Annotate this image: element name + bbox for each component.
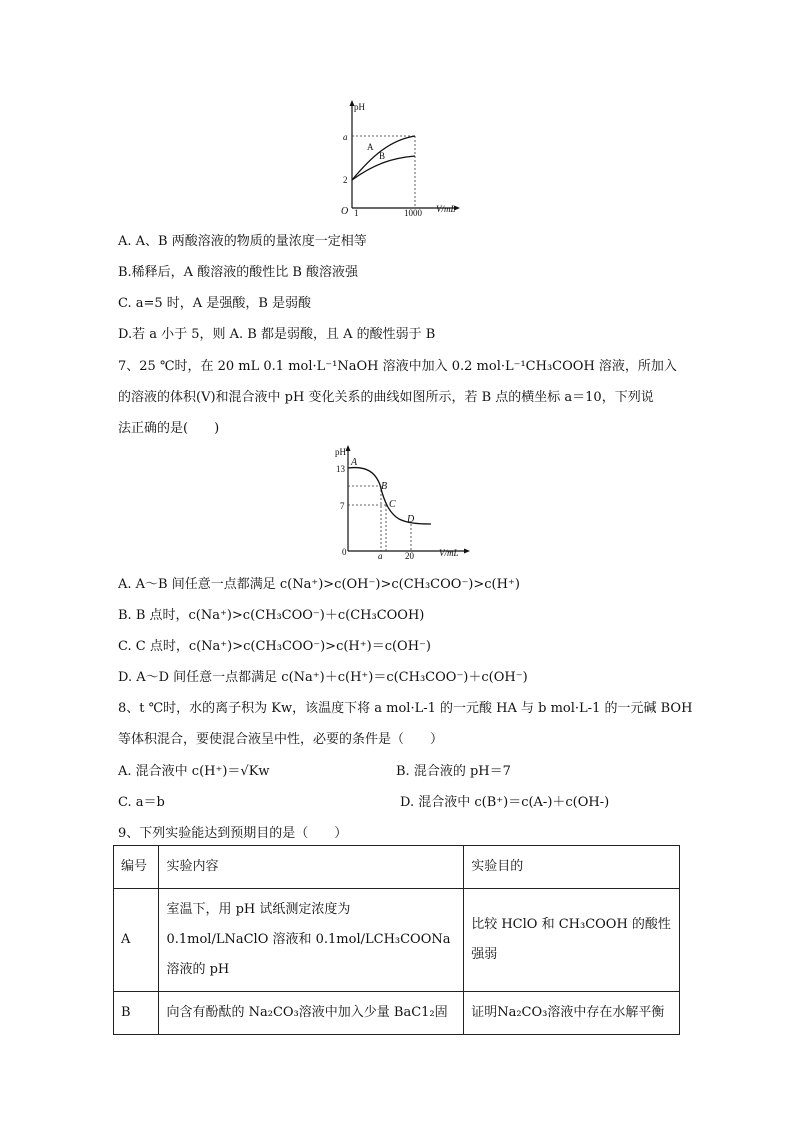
q7-option-c: C. C 点时，c(Na⁺)>c(CH₃COO⁻)>c(H⁺)＝c(OH⁻): [118, 639, 431, 654]
dilution-figure: [332, 98, 462, 216]
q7-stem-line1: 7、25 ℃时，在 20 mL 0.1 mol·L⁻¹NaOH 溶液中加入 0.2 mol·L⁻¹CH₃COOH 溶液，所加入: [118, 359, 677, 374]
q7-option-a: A. A～B 间任意一点都满足 c(Na⁺)>c(OH⁻)>c(CH₃COO⁻)>c(H⁺): [118, 577, 520, 592]
q8-stem-line2: 等体积混合，要使混合液呈中性，必要的条件是（ ）: [118, 732, 444, 747]
fig1-tick-1: 1: [354, 208, 359, 216]
fig2-curve: [348, 468, 431, 524]
table-header-row: [114, 846, 680, 889]
row-a-id: A: [114, 889, 159, 992]
fig2-point-c: C: [389, 499, 396, 510]
fig1-x-label: V/mL: [436, 204, 456, 214]
table-row: [114, 992, 680, 1035]
fig2-tick-20: 20: [405, 551, 414, 561]
table-row: [114, 889, 680, 992]
q8-option-d: D. 混合液中 c(B⁺)＝c(A-)＋c(OH-): [400, 795, 610, 810]
fig2-point-b: B: [381, 481, 388, 492]
row-a-content: 室温下，用 pH 试纸测定浓度为 0.1mol/LNaClO 溶液和 0.1mol/LCH₃COONa 溶液的 pH: [159, 889, 464, 992]
titration-figure: [333, 443, 473, 561]
q7-option-b: B. B 点时，c(Na⁺)>c(CH₃COO⁻)＋c(CH₃COOH): [118, 608, 425, 623]
header-id: 编号: [114, 846, 159, 889]
fig1-tick-2: 2: [343, 175, 348, 185]
q6-option-a: A. A、B 两酸溶液的物质的量浓度一定相等: [118, 234, 367, 249]
fig2-point-a: A: [351, 457, 358, 468]
row-b-id: B: [114, 992, 159, 1035]
fig2-tick-7: 7: [340, 501, 345, 511]
row-b-content: 向含有酚酞的 Na₂CO₃溶液中加入少量 BaC1₂固: [159, 992, 464, 1035]
q6-option-d: D.若 a 小于 5，则 A. B 都是弱酸，且 A 的酸性弱于 B: [118, 327, 436, 342]
q6-option-b: B.稀释后，A 酸溶液的酸性比 B 酸溶液强: [118, 265, 359, 280]
q8-option-a: A. 混合液中 c(H⁺)＝√Kw: [118, 764, 270, 779]
fig2-tick-a: a: [378, 551, 383, 561]
fig1-tick-1000: 1000: [404, 208, 422, 216]
fig1-tick-a: a: [343, 132, 348, 142]
fig1-origin: O: [341, 206, 349, 216]
fig2-y-label: pH: [335, 447, 346, 457]
fig2-origin: 0: [342, 547, 347, 557]
q7-stem-line3: 法正确的是( ): [118, 421, 220, 436]
q9-stem: 9、下列实验能达到预期目的是（ ）: [118, 826, 348, 841]
header-purpose: 实验目的: [464, 846, 680, 889]
fig1-y-label: pH: [354, 102, 365, 112]
q6-option-c: C. a=5 时，A 是强酸，B 是弱酸: [118, 296, 312, 311]
q8-stem-line1: 8、t ℃时，水的离子积为 Kw，该温度下将 a mol·L-1 的一元酸 HA 与 b mol·L-1 的一元碱 BOH: [118, 701, 693, 716]
fig1-label-a: A: [367, 142, 374, 152]
row-b-purpose: 证明Na₂CO₃溶液中存在水解平衡: [464, 992, 680, 1035]
row-a-purpose: 比较 HClO 和 CH₃COOH 的酸性强弱: [464, 889, 680, 992]
q7-stem-line2: 的溶液的体积(V)和混合液中 pH 变化关系的曲线如图所示，若 B 点的横坐标 a＝10，下列说: [118, 390, 654, 405]
fig2-tick-13: 13: [336, 464, 345, 474]
q7-option-d: D. A～D 间任意一点都满足 c(Na⁺)＋c(H⁺)＝c(CH₃COO⁻)＋c(OH⁻): [118, 670, 528, 685]
q8-option-b: B. 混合液的 pH＝7: [396, 764, 511, 779]
fig1-label-b: B: [379, 151, 386, 161]
q8-option-c: C. a＝b: [118, 795, 165, 810]
fig2-point-d: D: [407, 514, 415, 525]
experiment-table: [113, 845, 680, 1035]
header-content: 实验内容: [159, 846, 464, 889]
fig2-x-label: V/mL: [439, 548, 459, 558]
